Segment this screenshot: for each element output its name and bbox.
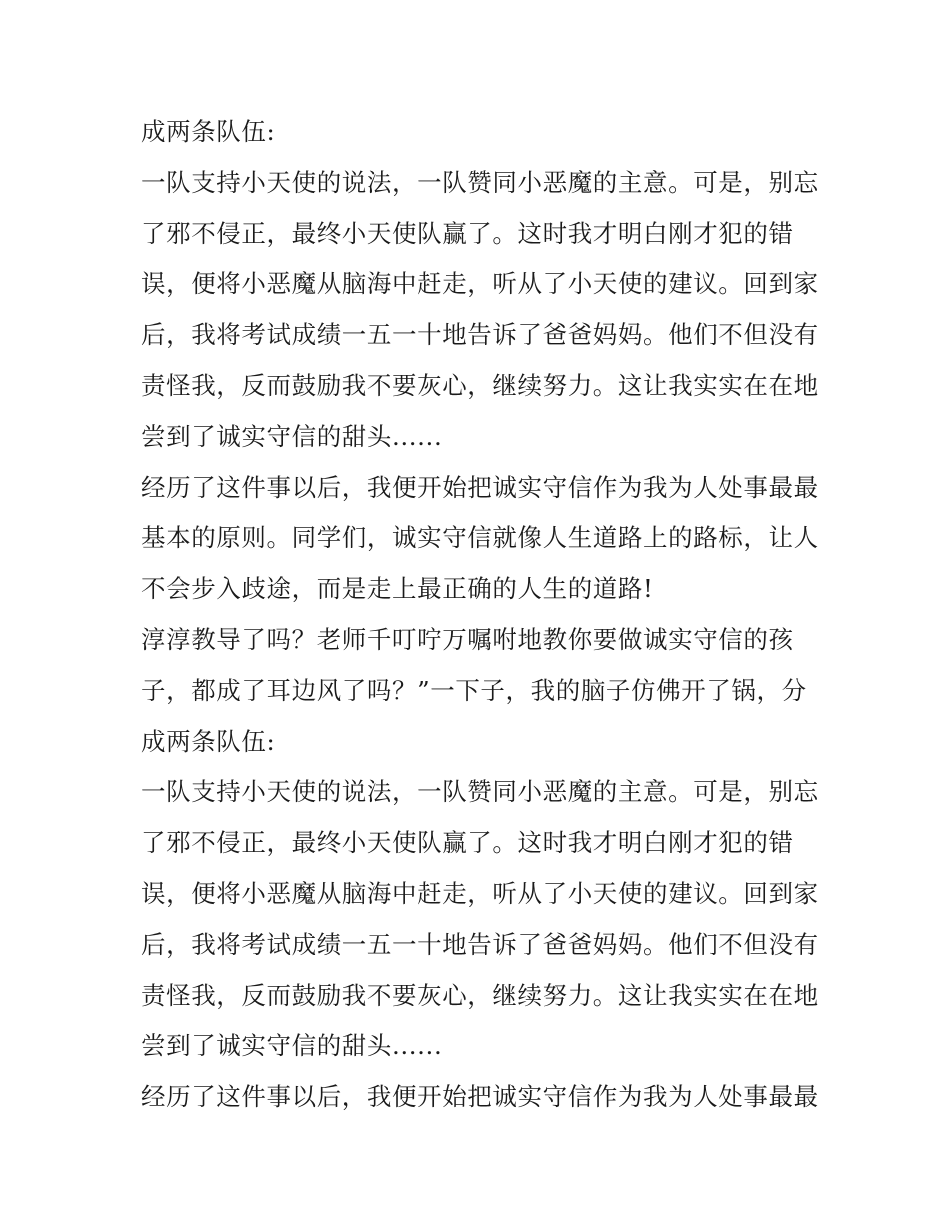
text-line: 子，都成了耳边风了吗？”一下子，我的脑子仿佛开了锅，分: [141, 675, 807, 705]
text-line: 后，我将考试成绩一五一十地告诉了爸爸妈妈。他们不但没有: [141, 320, 819, 350]
text-line: 不会步入歧途，而是走上最正确的人生的道路!: [141, 574, 654, 604]
text-line: 后，我将考试成绩一五一十地告诉了爸爸妈妈。他们不但没有: [141, 929, 819, 959]
text-line: 经历了这件事以后，我便开始把诚实守信作为我为人处事最最: [141, 472, 819, 502]
text-line: 尝到了诚实守信的甜头......: [141, 1031, 443, 1061]
text-line: 责怪我，反而鼓励我不要灰心，继续努力。这让我实实在在地: [141, 980, 819, 1010]
text-line: 淳淳教导了吗？老师千叮咛万嘱咐地教你要做诚实守信的孩: [141, 624, 794, 654]
text-line: 经历了这件事以后，我便开始把诚实守信作为我为人处事最最: [141, 1082, 819, 1112]
text-line: 成两条队伍:: [141, 726, 276, 756]
text-line: 基本的原则。同学们，诚实守信就像人生道路上的路标，让人: [141, 523, 819, 553]
text-line: 误，便将小恶魔从脑海中赶走，听从了小天使的建议。回到家: [141, 269, 819, 299]
text-line: 成两条队伍:: [141, 117, 276, 146]
text-line: 尝到了诚实守信的甜头......: [141, 421, 443, 451]
text-line: 误，便将小恶魔从脑海中赶走，听从了小天使的建议。回到家: [141, 878, 819, 908]
text-line: 了邪不侵正，最终小天使队赢了。这时我才明白刚才犯的错: [141, 828, 794, 858]
text-line: 了邪不侵正，最终小天使队赢了。这时我才明白刚才犯的错: [141, 218, 794, 248]
text-line: 责怪我，反而鼓励我不要灰心，继续努力。这让我实实在在地: [141, 370, 819, 400]
document-body: [141, 107, 821, 1123]
text-line: 一队支持小天使的说法，一队赞同小恶魔的主意。可是，别忘: [141, 167, 819, 197]
text-line: 一队支持小天使的说法，一队赞同小恶魔的主意。可是，别忘: [141, 777, 819, 807]
